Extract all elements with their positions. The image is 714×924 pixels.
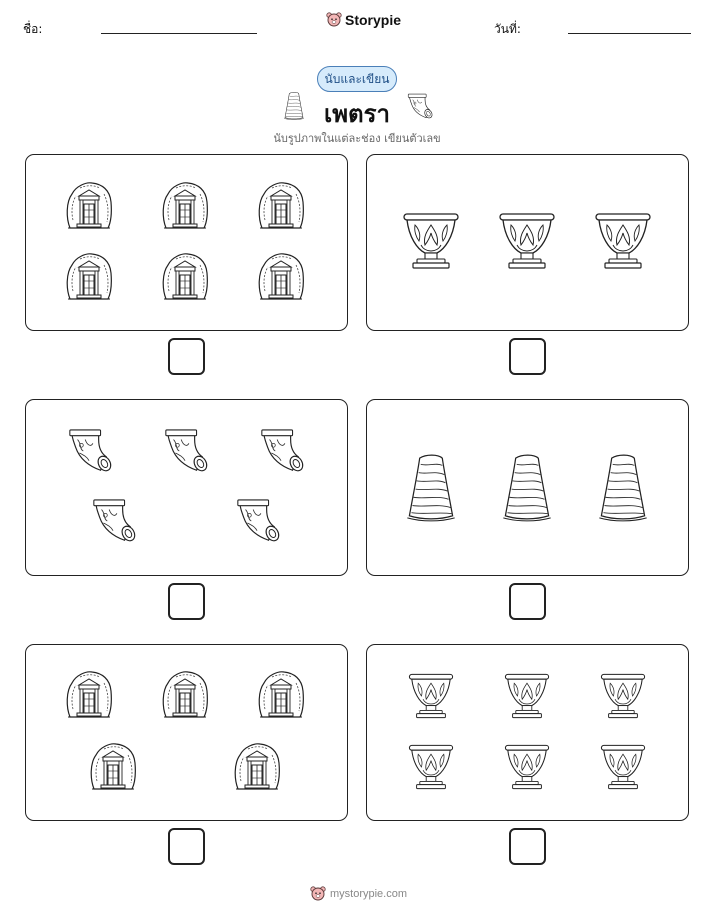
rock-tomb-facade-icon — [256, 251, 306, 303]
date-write-line[interactable] — [568, 33, 691, 34]
carved-pipe-fragment-icon — [234, 498, 282, 546]
footer-site[interactable]: mystorypie.com — [330, 888, 408, 900]
name-label: ชื่อ: — [23, 22, 43, 36]
rock-tomb-facade-icon — [64, 251, 114, 303]
name-write-line[interactable] — [101, 33, 257, 34]
count-panel-5 — [25, 644, 348, 821]
carved-pipe-fragment-icon — [406, 93, 434, 121]
count-panel-1 — [25, 154, 348, 331]
rock-tomb-facade-icon — [160, 669, 210, 721]
footer — [310, 886, 407, 902]
activity-tag: นับและเขียน — [317, 66, 397, 92]
rock-tomb-facade-icon — [160, 251, 210, 303]
rock-tomb-facade-icon — [256, 669, 306, 721]
count-panel-2 — [366, 154, 689, 331]
rock-tomb-facade-icon — [64, 669, 114, 721]
answer-box-5[interactable] — [168, 828, 205, 865]
carved-urn-icon — [599, 671, 647, 721]
rock-tomb-facade-icon — [256, 180, 306, 232]
carved-urn-icon — [407, 742, 455, 792]
rock-tomb-facade-icon — [160, 180, 210, 232]
answer-box-2[interactable] — [509, 338, 546, 375]
brand-logo — [326, 12, 401, 28]
carved-urn-icon — [599, 742, 647, 792]
answer-box-6[interactable] — [509, 828, 546, 865]
date-label: วันที่: — [494, 22, 521, 36]
instruction-text: นับรูปภาพในแต่ละช่อง เขียนตัวเลข — [273, 132, 441, 145]
brand-name: Storypie — [345, 12, 402, 28]
carved-pipe-fragment-icon — [66, 428, 114, 476]
carved-urn-icon — [503, 671, 551, 721]
sandstone-rock-icon — [501, 452, 553, 524]
sandstone-rock-icon — [405, 452, 457, 524]
storypie-bear-icon — [310, 886, 326, 902]
answer-box-3[interactable] — [168, 583, 205, 620]
carved-pipe-fragment-icon — [90, 498, 138, 546]
count-panel-4 — [366, 399, 689, 576]
rock-tomb-facade-icon — [64, 180, 114, 232]
rock-tomb-facade-icon — [88, 741, 138, 793]
count-panel-6 — [366, 644, 689, 821]
carved-urn-icon — [401, 210, 461, 272]
carved-urn-icon — [593, 210, 653, 272]
carved-urn-icon — [407, 671, 455, 721]
rock-tomb-facade-icon — [232, 741, 282, 793]
carved-urn-icon — [503, 742, 551, 792]
storypie-bear-icon — [326, 12, 342, 28]
page-title: เพตรา — [324, 100, 390, 128]
carved-urn-icon — [497, 210, 557, 272]
sandstone-rock-icon — [597, 452, 649, 524]
carved-pipe-fragment-icon — [162, 428, 210, 476]
answer-box-4[interactable] — [509, 583, 546, 620]
count-panel-3 — [25, 399, 348, 576]
carved-pipe-fragment-icon — [258, 428, 306, 476]
answer-box-1[interactable] — [168, 338, 205, 375]
